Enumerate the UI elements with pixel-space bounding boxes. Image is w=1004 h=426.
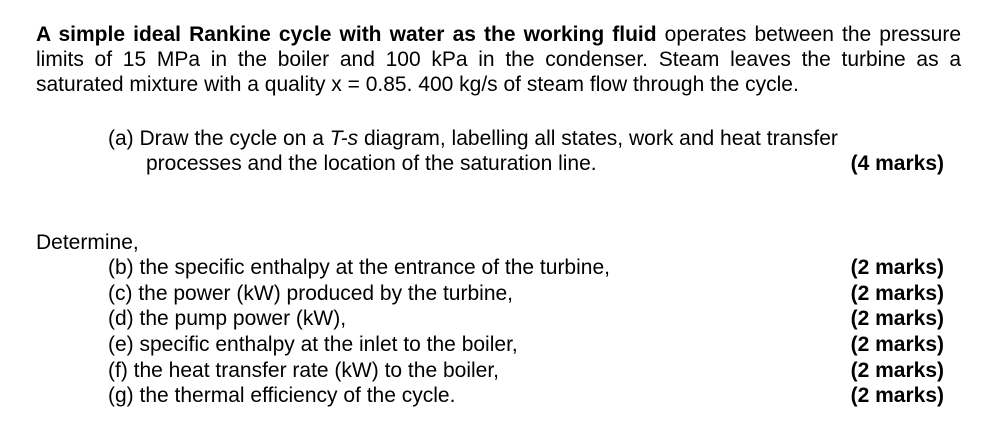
determine-heading: Determine, <box>36 231 139 254</box>
question-c-text: (c) the power (kW) produced by the turbine, <box>108 281 514 305</box>
question-a-marks: (4 marks) <box>850 152 944 175</box>
question-a-line2-text: processes and the location of the saturation line. <box>146 152 597 175</box>
question-b-text: (b) the specific enthalpy at the entrance of the turbine, <box>108 256 610 279</box>
question-f-marks: (2 marks) <box>850 358 944 382</box>
question-e-text: (e) specific enthalpy at the inlet to the boiler, <box>108 333 518 357</box>
question-d-marks: (2 marks) <box>850 307 944 331</box>
question-e-marks: (2 marks) <box>850 333 944 357</box>
question-b <box>108 255 944 281</box>
question-c-marks: (2 marks) <box>850 281 944 305</box>
problem-statement-text: operates between the pressure limits of 15 MPa in the boiler and 100 kPa in the condenser. Steam leaves the turbine as a saturated mixture with a quality x = 0.85. 400 kg/s of steam flow through the cycle. <box>36 23 962 96</box>
problem-statement-bold: A simple ideal Rankine cycle with water as the working fluid <box>36 23 657 46</box>
question-f-text: (f) the heat transfer rate (kW) to the boiler, <box>108 358 499 382</box>
question-a-line1 <box>108 126 944 151</box>
question-d-text: (d) the pump power (kW), <box>108 307 347 331</box>
question-a <box>108 126 944 176</box>
question-f <box>108 358 944 384</box>
question-c <box>108 281 944 307</box>
question-g <box>108 383 944 409</box>
question-a-italic: T-s <box>329 127 359 150</box>
question-list <box>108 255 944 409</box>
question-a-suffix: diagram, labelling all states, work and heat transfer <box>358 127 838 150</box>
question-a-prefix: (a) Draw the cycle on a <box>108 127 330 150</box>
question-g-marks: (2 marks) <box>850 384 944 408</box>
question-a-line2 <box>108 151 944 176</box>
question-d <box>108 306 944 332</box>
question-g-text: (g) the thermal efficiency of the cycle. <box>108 384 456 408</box>
question-e <box>108 332 944 358</box>
question-b-marks: (2 marks) <box>850 256 944 279</box>
problem-statement <box>36 22 961 97</box>
